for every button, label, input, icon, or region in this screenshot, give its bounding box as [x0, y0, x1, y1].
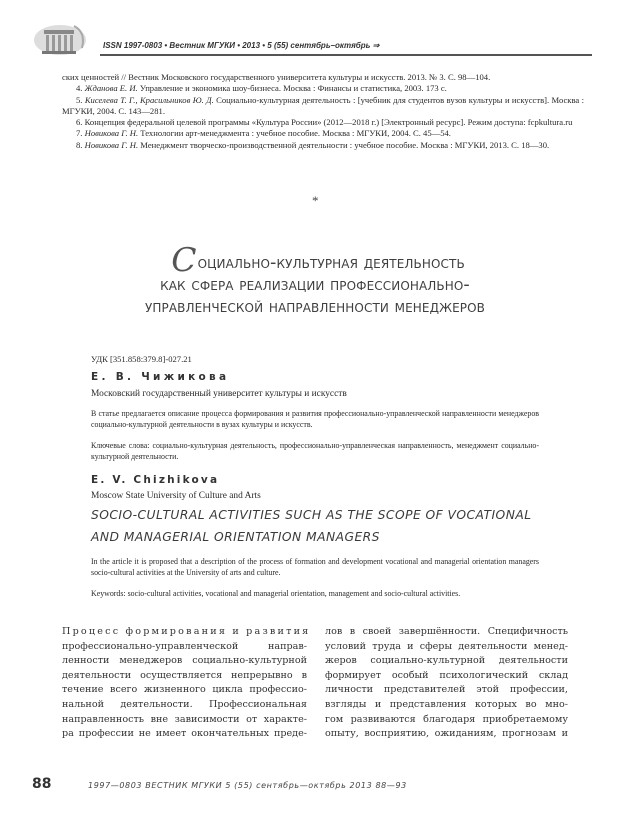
journal-logo — [30, 18, 94, 68]
author-en: E. V. Chizhikova — [91, 474, 220, 486]
author-ru: Е. В. Чижикова — [91, 371, 230, 383]
journal-name: Вестник МГУКИ — [169, 41, 235, 50]
body-line: гом развиваются благодаря приобретаемому — [325, 713, 568, 725]
section-separator: * — [312, 193, 319, 208]
udk-code: УДК [351.858:379.8]-027.21 — [91, 354, 192, 364]
issue: 5 (55) сентябрь–октябрь — [267, 41, 371, 50]
affiliation-en: Moscow State University of Culture and Arts — [91, 491, 261, 501]
header-rule — [100, 54, 592, 56]
body-line: деятельности осуществляется непрерывно в — [62, 669, 307, 681]
abstract-en: In the article it is proposed that a description of the process of formation and development vocational and managerial orientation managers socio-cultural activities at the University of arts and culture. — [91, 557, 539, 577]
abstract-ru: В статье предлагается описание процесса формирования и развития профессионально-управленческой направленности менеджеров социально-культурной деятельности в вузах культуры и искусств. — [91, 409, 539, 429]
title-line-1: Социально-культурная деятельность — [171, 240, 465, 279]
reference-8: 8. Новикова Г. Н. Менеджмент творческо-производственной деятельности : учебное пособие. Москва : МГУКИ, 2013. С. 18—30. — [76, 139, 550, 150]
body-line: лов в своей завершённости. Специфичность — [325, 626, 568, 637]
body-line: направленность вне зависимости от характе- — [62, 713, 307, 725]
body-line: течение всего жизненного цикла профессио- — [62, 684, 307, 696]
running-header: ISSN 1997-0803 • Вестник МГУКИ • 2013 • 5 (55) сентябрь–октябрь ⇒ — [103, 41, 380, 50]
body-line: профессионально-управленческой направ- — [62, 640, 307, 652]
title-line-2: как сфера реализации профессионально- — [160, 275, 470, 295]
title-dropcap: С — [171, 240, 197, 279]
body-line: взгляды и представления которых во мно- — [325, 698, 568, 710]
references-list — [62, 72, 584, 151]
reference-7: 7. Новикова Г. Н. Технологии арт-менеджмента : учебное пособие. Москва : МГУКИ, 2004. С. 45—54. — [76, 128, 451, 139]
reference-4: 4. Жданова Е. И. Управление и экономика шоу-бизнеса. Москва : Финансы и статистика, 2003. 173 с. — [76, 83, 447, 94]
reference-6: 6. Концепция федеральной целевой программы «Культура России» (2012—2018 г.) [Электронный ресурс]. Режим доступа: fcpkultura.ru — [76, 117, 573, 128]
body-line: нальной деятельности. Профессиональная — [62, 698, 307, 710]
page-number: 88 — [32, 776, 52, 792]
title-line-3: управленческой направленности менеджеров — [144, 297, 485, 317]
issn: ISSN 1997-0803 — [103, 41, 163, 50]
body-line: личности представителей этой профессии, — [325, 684, 568, 696]
body-line: Процесс формирования и развития — [62, 626, 311, 637]
running-footer: 1997—0803 ВЕСТНИК МГУКИ 5 (55) сентябрь—октябрь 2013 88—93 — [88, 781, 407, 790]
keywords-ru: Ключевые слова: социально-культурная деятельность, профессионально-управленческая направленность, менеджмент социально-культурной деятельности. — [91, 441, 539, 461]
body-line: жеров социально-культурной деятельности — [325, 655, 568, 667]
body-line: формирует особый психологический склад — [325, 669, 568, 681]
reference-continued: ских ценностей // Вестник Московского государственного университета культуры и искусств. 2013. № 3. С. 98—104. — [62, 72, 491, 82]
arrow-right-icon: ⇒ — [372, 41, 380, 50]
body-column-1 — [62, 625, 311, 742]
body-line: условий труда и сферы деятельности менед- — [325, 640, 568, 652]
title-en: SOCIO-CULTURAL ACTIVITIES SUCH AS THE SCOPE OF VOCATIONAL AND MANAGERIAL ORIENTATION MANAGERS — [91, 508, 532, 544]
keywords-en: Keywords: socio-cultural activities, vocational and managerial orientation, management and socio-cultural activities. — [91, 589, 461, 598]
body-column-2 — [325, 625, 568, 742]
affiliation-ru: Московский государственный университет культуры и искусств — [91, 389, 347, 399]
year: 2013 — [242, 41, 261, 50]
article-title — [75, 240, 555, 318]
body-line: ра профессии не имеет окончательных преде- — [62, 728, 307, 740]
reference-5: 5. Киселева Т. Г., Красильников Ю. Д. Социально-культурная деятельность : [учебник для студентов вузов культуры и искусств]. Москва : МГУКИ, 2004. С. 143—281. — [62, 94, 584, 116]
body-line: ленности менеджеров социально-культурной — [62, 655, 307, 667]
body-line: опыту, восприятию, ожиданиям, прогнозам и — [325, 728, 568, 740]
